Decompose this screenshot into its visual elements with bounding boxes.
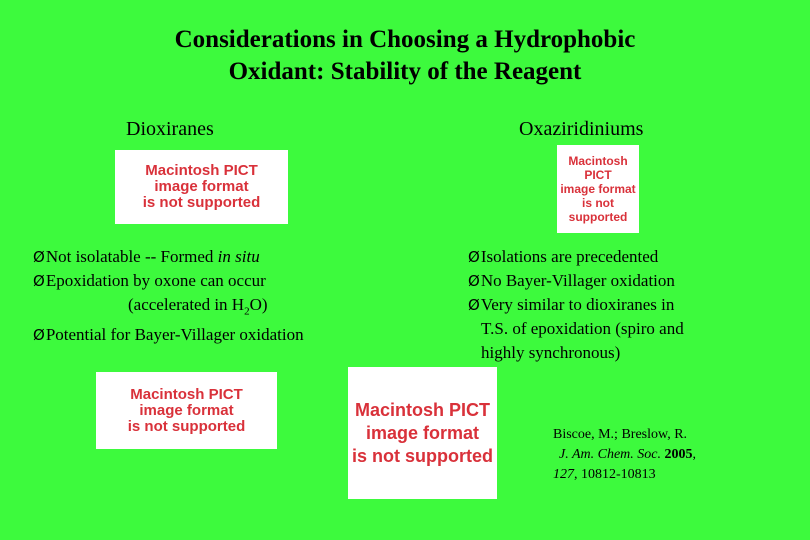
bullet-text: Isolations are precedented	[480, 247, 659, 266]
oxaziridiniums-heading: Oxaziridiniums	[519, 118, 644, 140]
bullet-continuation: highly synchronous)	[481, 343, 621, 362]
bullet-text: (accelerated in H	[128, 295, 245, 314]
bullet-item	[468, 245, 684, 269]
bullet-arrow-icon: Ø	[468, 296, 480, 314]
unsupported-image-placeholder-dioxirane	[115, 150, 288, 224]
placeholder-line3: is not supported	[142, 194, 261, 211]
bullet-text: No Bayer-Villager oxidation	[480, 271, 675, 290]
placeholder-line2: image format	[560, 182, 636, 196]
bullet-arrow-icon: Ø	[33, 272, 45, 290]
bullet-arrow-icon: Ø	[468, 272, 480, 290]
bullet-continuation	[33, 293, 304, 323]
reference-year: 2005	[664, 447, 693, 462]
bullet-item	[33, 269, 304, 293]
placeholder-line2: image format	[139, 401, 234, 419]
literature-reference	[553, 425, 696, 485]
reference-volume: 127	[553, 467, 574, 482]
bullet-arrow-icon: Ø	[468, 248, 480, 266]
unsupported-image-placeholder-bayer-villager	[96, 372, 277, 449]
slide-title-line2: Oxidant: Stability of the Reagent	[228, 58, 582, 85]
bullet-text: Epoxidation by oxone can occur	[45, 271, 266, 290]
dioxiranes-heading: Dioxiranes	[126, 118, 214, 140]
placeholder-line1: Macintosh PICT	[145, 162, 258, 179]
unsupported-image-placeholder-transition-state	[348, 367, 497, 499]
bullet-item	[33, 323, 304, 347]
bullet-item	[468, 293, 684, 317]
placeholder-line3: is not supported	[127, 417, 246, 435]
placeholder-line3: is not supported	[568, 196, 628, 224]
slide-title-line1: Considerations in Choosing a Hydrophobic	[174, 26, 636, 53]
bullet-item	[468, 269, 684, 293]
unsupported-image-placeholder-oxaziridinium	[557, 145, 639, 233]
placeholder-line2: image format	[365, 422, 480, 443]
placeholder-line3: is not supported	[352, 445, 493, 466]
bullet-item	[33, 245, 304, 269]
bullet-text: Potential for Bayer-Villager oxidation	[45, 325, 304, 345]
reference-journal-line: J. Am. Chem. Soc. 2005,	[559, 447, 696, 462]
placeholder-line1: Macintosh PICT	[354, 399, 490, 420]
reference-pages: , 10812-10813	[574, 467, 656, 482]
reference-authors: Biscoe, M.; Breslow, R.	[553, 427, 688, 442]
bullet-text: Very similar to dioxiranes in	[480, 295, 675, 314]
placeholder-line2: image format	[154, 178, 249, 195]
reference-journal: J. Am. Chem. Soc.	[559, 447, 661, 462]
bullet-text: )	[261, 295, 268, 314]
subscript: 2	[244, 305, 250, 318]
placeholder-line1: Macintosh PICT	[568, 154, 628, 182]
dioxiranes-bullet-list	[33, 245, 304, 347]
bullet-text: O	[249, 295, 262, 314]
bullet-continuation: T.S. of epoxidation (spiro and	[481, 319, 684, 338]
bullet-text: Not isolatable -- Formed	[45, 247, 218, 266]
bullet-text-italic: in situ	[217, 247, 260, 266]
bullet-arrow-icon: Ø	[33, 248, 45, 266]
slide-title	[0, 24, 810, 88]
reference-volume-line	[553, 465, 696, 485]
placeholder-line1: Macintosh PICT	[130, 385, 243, 403]
bullet-arrow-icon: Ø	[33, 326, 45, 345]
oxaziridiniums-bullet-list	[468, 245, 684, 365]
